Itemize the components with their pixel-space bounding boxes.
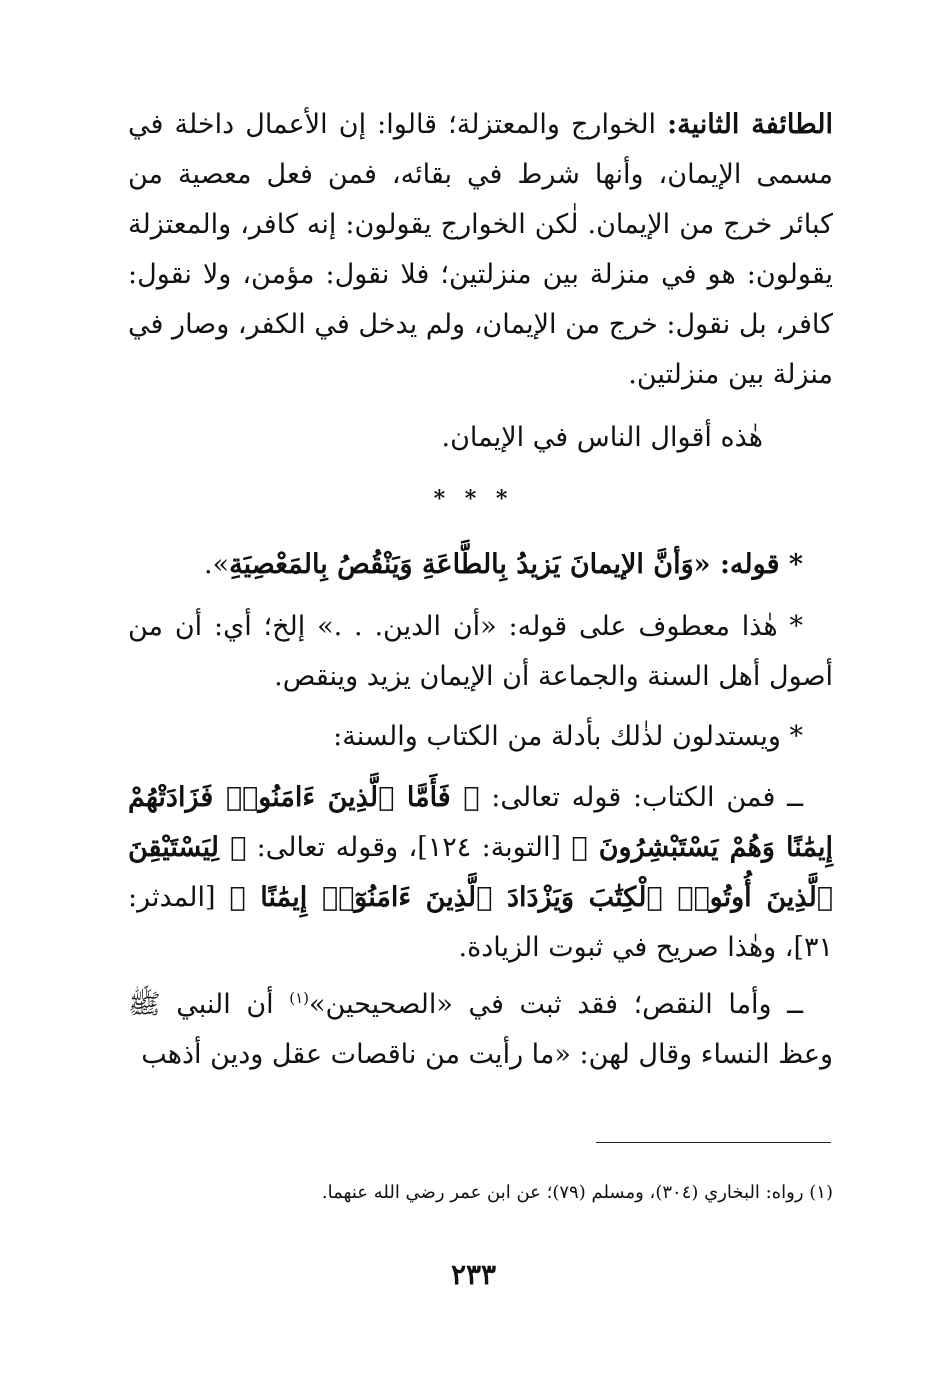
summary-text: هٰذه أقوال الناس في الإيمان. [441, 422, 763, 453]
paragraph-hadith-evidence [128, 980, 833, 1080]
paragraph-summary [128, 413, 833, 463]
paragraph-quran-evidence [128, 773, 833, 973]
section-lead: الطائفة الثانية: [667, 109, 834, 140]
footnote: (١) رواه: البخاري (٣٠٤)، ومسلم (٧٩)؛ عن ابن عمر رضي الله عنهما. [321, 1182, 833, 1203]
evidence-part: [التوبة: ١٢٤]، وقوله تعالى: [246, 832, 572, 863]
hadith-part: أن النبي ﷺ وعظ النساء وقال لهن: «ما رأيت من ناقصات عقل ودين أذهب [128, 989, 833, 1070]
hadith-part: ــ وأما النقص؛ فقد ثبت في «الصحيحين» [309, 989, 803, 1020]
paragraph-commentary [128, 602, 833, 702]
evidence-intro-text: * ويستدلون لذٰلك بأدلة من الكتاب والسنة: [333, 721, 803, 752]
paragraph-sect-2 [128, 100, 833, 400]
heading-quote [128, 540, 833, 590]
commentary-text: * هٰذا معطوف على قوله: «أن الدين. . .» إلخ؛ أي: أن من أصول أهل السنة والجماعة أن الإيمان يزيد وينقص. [128, 611, 833, 692]
quran-evidence-text [128, 773, 833, 973]
heading-suffix: ». [204, 549, 230, 580]
quran-verse: ﴿ فَأَمَّا ٱلَّذِينَ ءَامَنُوا۟ فَزَادَتْهُمْ إِيمَٰنًا وَهُمْ يَسْتَبْشِرُونَ ﴾ [128, 782, 834, 863]
section-separator: * * * [433, 486, 514, 512]
evidence-part: [المدثر: ٣١]، وهٰذا صريح في ثبوت الزيادة. [128, 882, 833, 963]
footnote-divider [596, 1142, 831, 1143]
paragraph-text: الخوارج والمعتزلة؛ قالوا: إن الأعمال داخلة في مسمى الإيمان، وأنها شرط في بقائه، فمن فعل معصية من كبائر خرج من الإيمان. لٰكن الخوارج يقولون: إنه كافر، والمعتزلة يقولون: هو في منزلة بين منزلتين؛ فلا نقول: مؤمن، ولا نقول: كافر، بل نقول: خرج من الإيمان، ولم يدخل في الكفر، وصار في منزلة بين منزلتين. [128, 109, 833, 390]
quote-line [128, 540, 833, 590]
evidence-part: ــ فمن الكتاب: قوله تعالى: [479, 782, 803, 813]
heading-prefix: * قوله: « [693, 549, 803, 580]
paragraph-evidence-intro [128, 712, 833, 762]
paragraph [128, 100, 833, 400]
heading-quote-text: وَأنَّ الإيمانَ يَزيدُ بِالطَّاعَةِ وَيَنْقُصُ بِالمَعْصِيَةِ [229, 549, 694, 580]
quran-verse: ﴿ لِيَسْتَيْقِنَ ٱلَّذِينَ أُوتُوا۟ ٱلْكِتَٰبَ وَيَزْدَادَ ٱلَّذِينَ ءَامَنُوٓا۟ إِيمَٰنًا ﴾ [128, 832, 833, 913]
footnote-reference[interactable]: (١) [289, 989, 310, 1007]
page-number: ٢٣٣ [450, 1258, 497, 1291]
hadith-evidence-text [128, 980, 833, 1080]
